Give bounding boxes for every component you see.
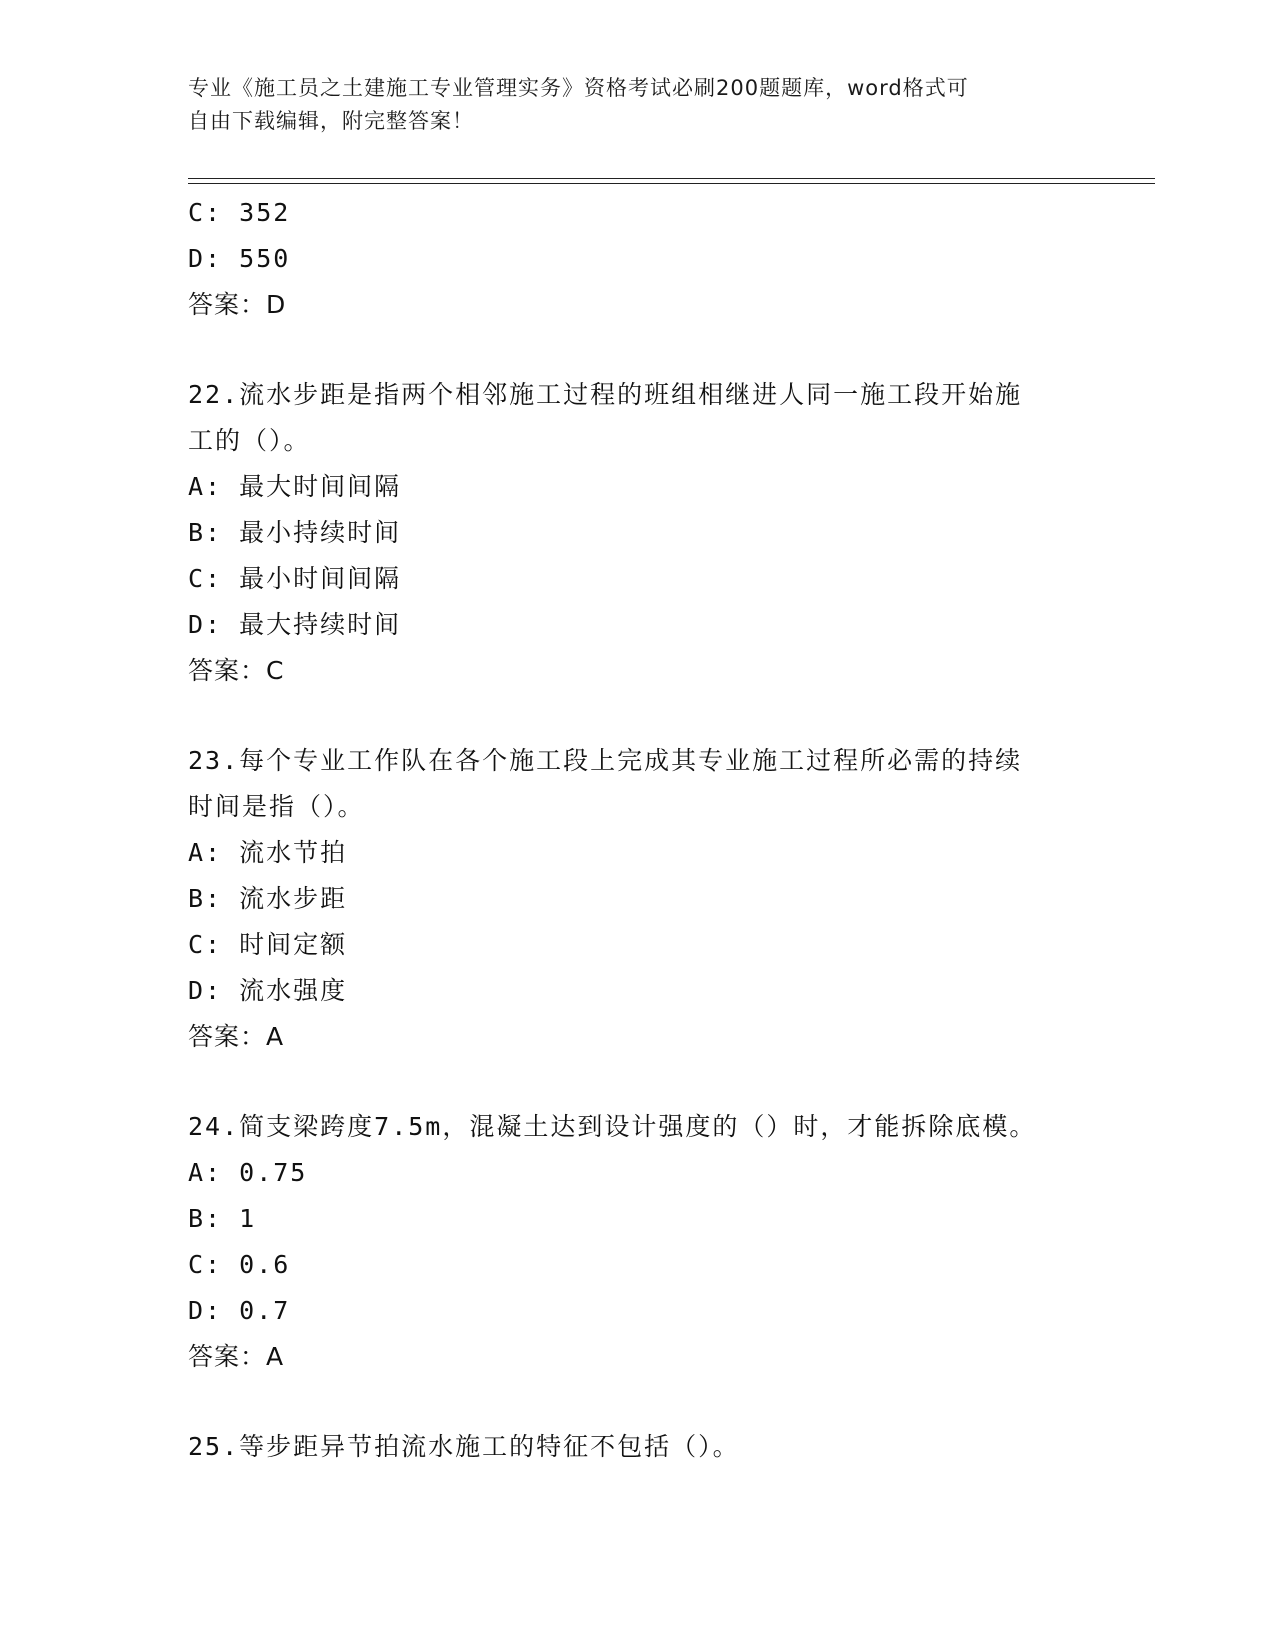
option-a: A: 流水节拍	[188, 838, 348, 867]
header-divider-bottom	[188, 183, 1155, 184]
option-c: C: 时间定额	[188, 930, 348, 959]
document-body	[188, 190, 1088, 1470]
question-text-line: 22.流水步距是指两个相邻施工过程的班组相继进人同一施工段开始施	[188, 380, 1023, 409]
question-text-line: 23.每个专业工作队在各个施工段上完成其专业施工过程所必需的持续	[188, 746, 1023, 775]
option-d: D: 0.7	[188, 1296, 291, 1325]
answer-line: 答案：A	[188, 1022, 285, 1051]
option-b: B: 1	[188, 1204, 257, 1233]
question-text-line: 时间是指（）。	[188, 792, 365, 821]
answer-line: 答案：C	[188, 656, 285, 685]
question-text-line: 25.等步距异节拍流水施工的特征不包括（）。	[188, 1432, 740, 1461]
option-b: B: 最小持续时间	[188, 518, 402, 547]
question-22	[188, 372, 1088, 694]
answer-line: 答案：D	[188, 290, 287, 319]
previous-question-tail	[188, 190, 1088, 328]
question-24	[188, 1104, 1088, 1380]
spacer	[188, 328, 1088, 372]
question-25	[188, 1424, 1088, 1470]
header-divider-top	[188, 178, 1155, 179]
question-text-line: 工的（）。	[188, 426, 311, 455]
option-d: D: 550	[188, 244, 291, 273]
option-c: C: 0.6	[188, 1250, 291, 1279]
option-a: A: 0.75	[188, 1158, 308, 1187]
spacer	[188, 1380, 1088, 1424]
header-line-1: 专业《施工员之土建施工专业管理实务》资格考试必刷200题题库，word格式可	[188, 76, 969, 100]
spacer	[188, 694, 1088, 738]
option-b: B: 流水步距	[188, 884, 348, 913]
option-d: D: 最大持续时间	[188, 610, 402, 639]
option-d: D: 流水强度	[188, 976, 348, 1005]
question-text-line: 24.简支梁跨度7.5m，混凝土达到设计强度的（）时，才能拆除底模。	[188, 1112, 1037, 1141]
question-23	[188, 738, 1088, 1060]
spacer	[188, 1060, 1088, 1104]
answer-line: 答案：A	[188, 1342, 285, 1371]
option-a: A: 最大时间间隔	[188, 472, 402, 501]
header-line-2: 自由下载编辑，附完整答案！	[188, 109, 474, 133]
option-c: C: 352	[188, 198, 291, 227]
document-header	[188, 72, 1088, 138]
option-c: C: 最小时间间隔	[188, 564, 402, 593]
